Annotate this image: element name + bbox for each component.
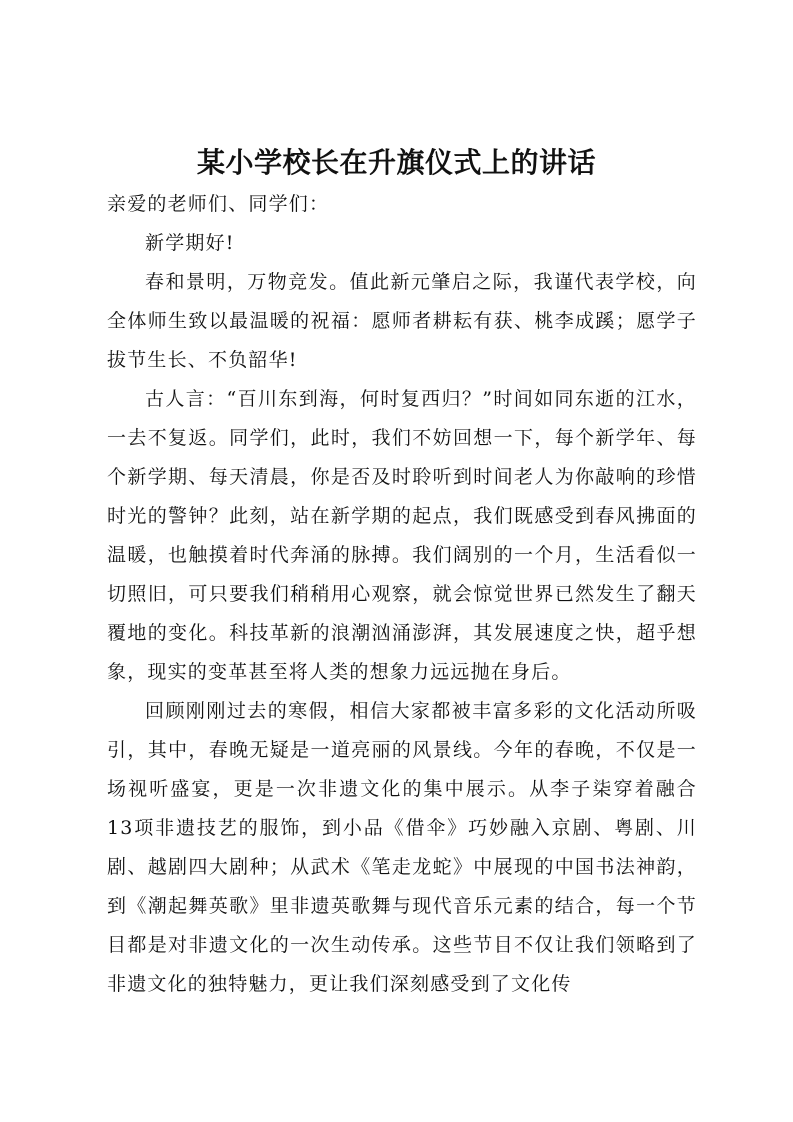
paragraph-blessing: 春和景明，万物竞发。值此新元肇启之际，我谨代表学校，向全体师生致以最温暖的祝福：愿师者耕耘有获、桃李成蹊；愿学子拔节生长、不负韶华! xyxy=(107,271,697,371)
document-title: 某小学校长在升旗仪式上的讲话 xyxy=(196,146,596,179)
paragraph-winter-break: 回顾刚刚过去的寒假，相信大家都被丰富多彩的文化活动所吸引，其中，春晚无疑是一道亮丽的风景线。今年的春晚，不仅是一场视听盛宴，更是一次非遗文化的集中展示。从李子柒穿着融合13项非遗技艺的服饰，到小品《借伞》巧妙融入京剧、粤剧、川剧、越剧四大剧种；从武术《笔走龙蛇》中展现的中国书法神韵，到《潮起舞英歌》里非遗英歌舞与现代音乐元素的结合，每一个节目都是对非遗文化的一次生动传承。这些节目不仅让我们领略到了非遗文化的独特魅力，更让我们深刻感受到了文化传 xyxy=(107,700,697,995)
salutation: 亲爱的老师们、同学们： xyxy=(107,193,330,215)
paragraph-time: 古人言：“百川东到海，何时复西归？”时间如同东逝的江水，一去不复返。同学们，此时，我们不妨回想一下，每个新学年、每个新学期、每天清晨，你是否及时聆听到时间老人为你敲响的珍惜时光的警钟？此刻，站在新学期的起点，我们既感受到春风拂面的温暖，也触摸着时代奔涌的脉搏。我们阔别的一个月，生活看似一切照旧，可只要我们稍稍用心观察，就会惊觉世界已然发生了翻天覆地的变化。科技革新的浪潮汹涌澎湃，其发展速度之快，超乎想象，现实的变革甚至将人类的想象力远远抛在身后。 xyxy=(107,388,697,683)
document-body xyxy=(107,185,697,1004)
paragraph-greeting: 新学期好! xyxy=(145,232,235,254)
